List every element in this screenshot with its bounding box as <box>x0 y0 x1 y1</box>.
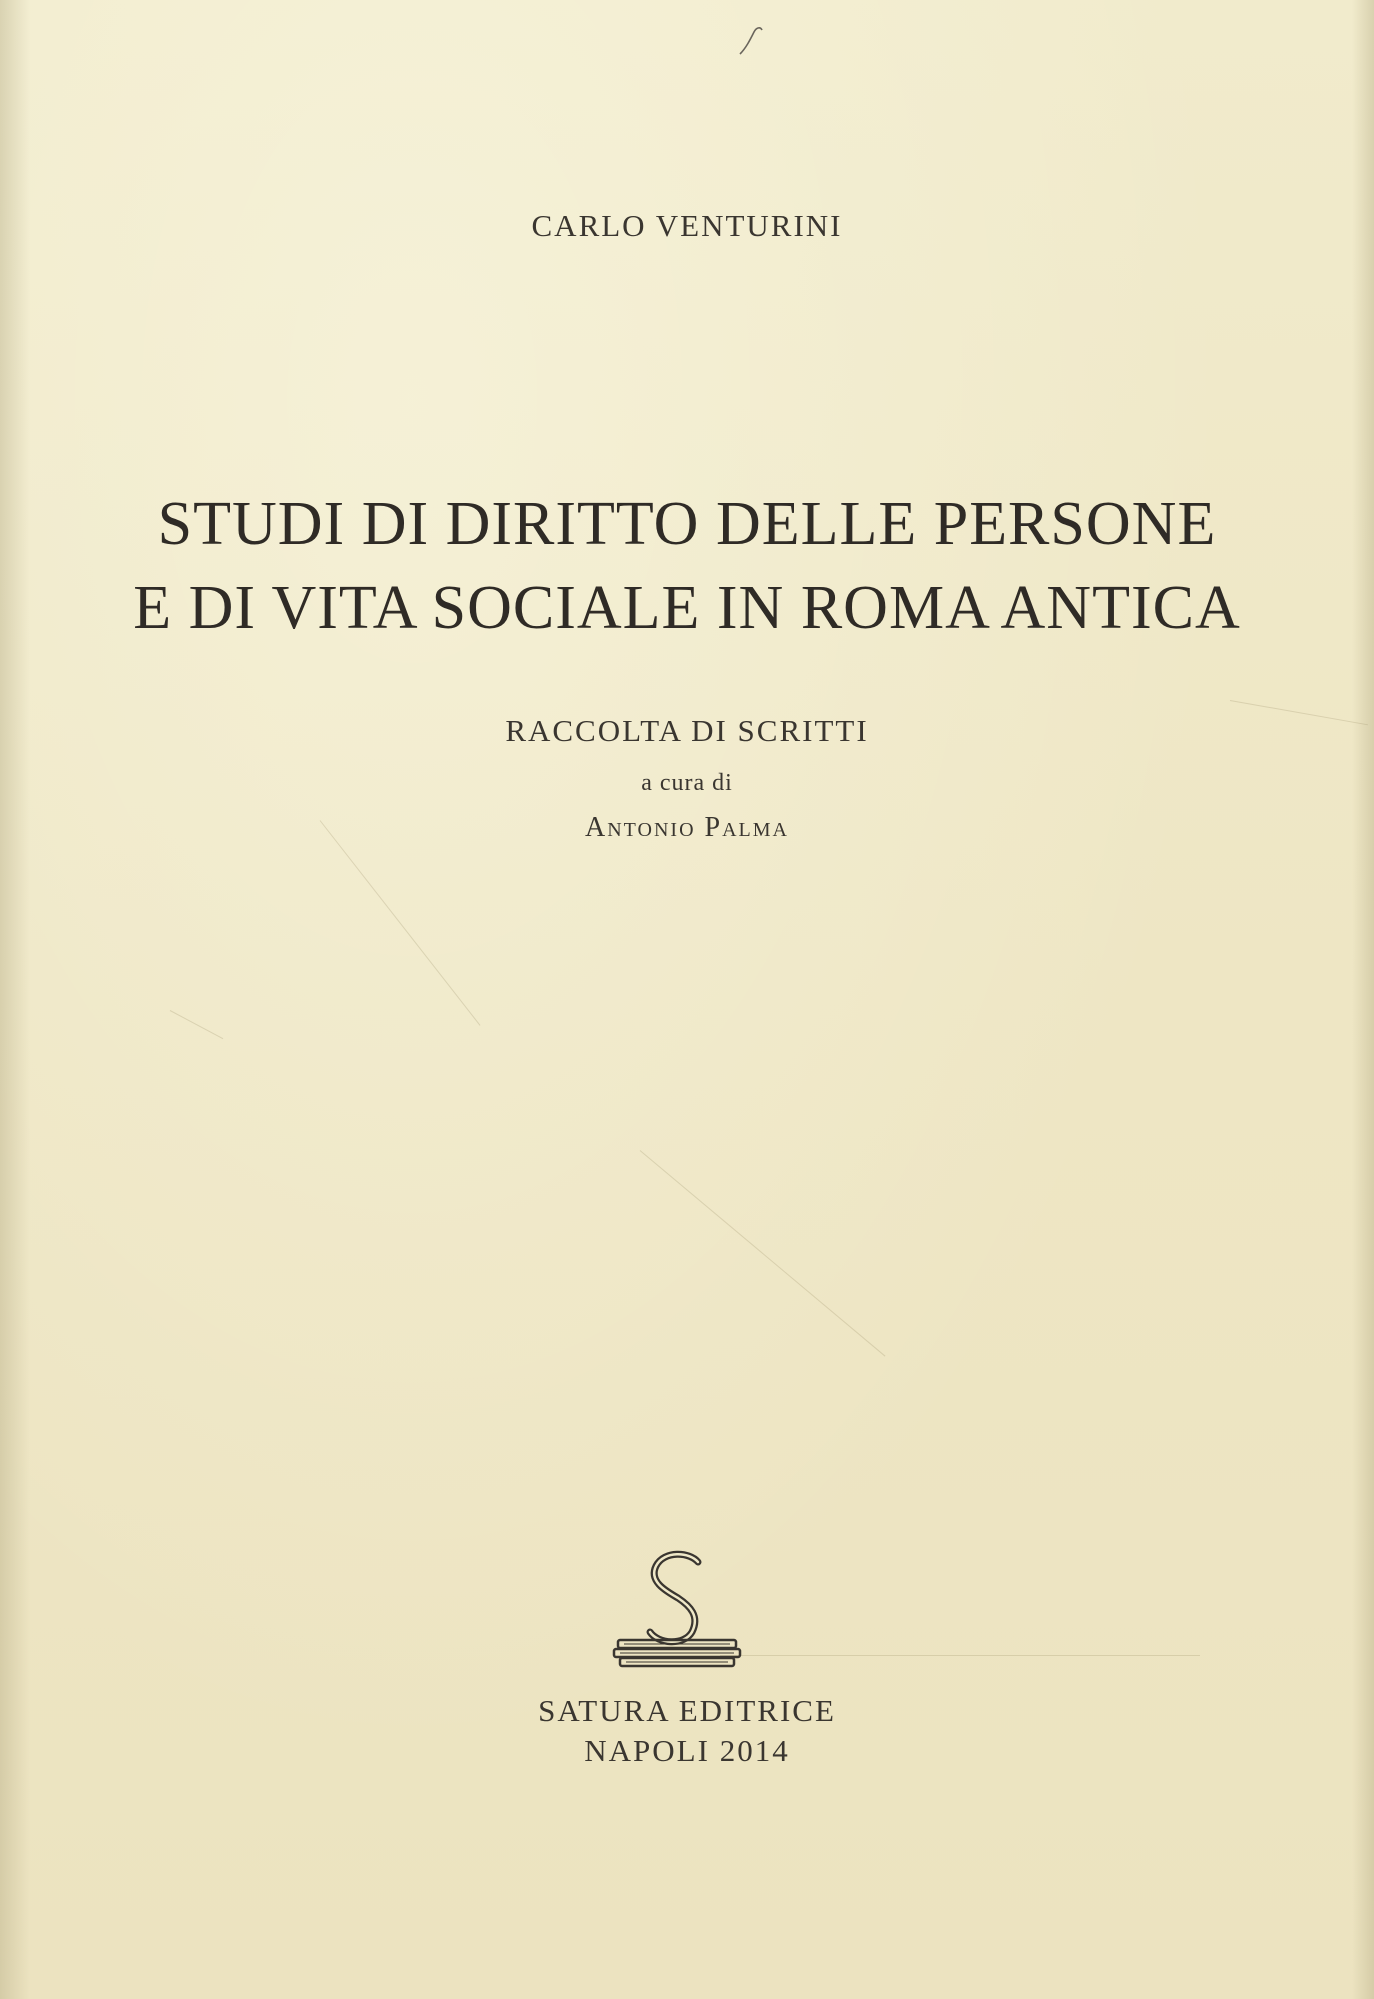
publication-place-year: NAPOLI 2014 <box>584 1733 790 1768</box>
pencil-mark-icon <box>736 20 766 60</box>
cover-crease <box>320 820 481 1025</box>
editor-name: Antonio Palma <box>585 812 789 843</box>
title-line-1: STUDI DI DIRITTO DELLE PERSONE <box>157 490 1217 558</box>
book-subtitle: RACCOLTA DI SCRITTI <box>505 713 869 748</box>
book-stack-s-logo-icon <box>612 1540 742 1670</box>
curated-by-label: a cura di <box>641 770 733 796</box>
cover-crease <box>170 1010 223 1039</box>
cover-crease <box>640 1150 886 1356</box>
cover-crease <box>720 1655 1200 1656</box>
publisher-name: SATURA EDITRICE <box>538 1693 836 1728</box>
book-title <box>0 482 1374 650</box>
author-name: CARLO VENTURINI <box>531 208 843 243</box>
title-line-2: E DI VITA SOCIALE IN ROMA ANTICA <box>133 574 1241 642</box>
